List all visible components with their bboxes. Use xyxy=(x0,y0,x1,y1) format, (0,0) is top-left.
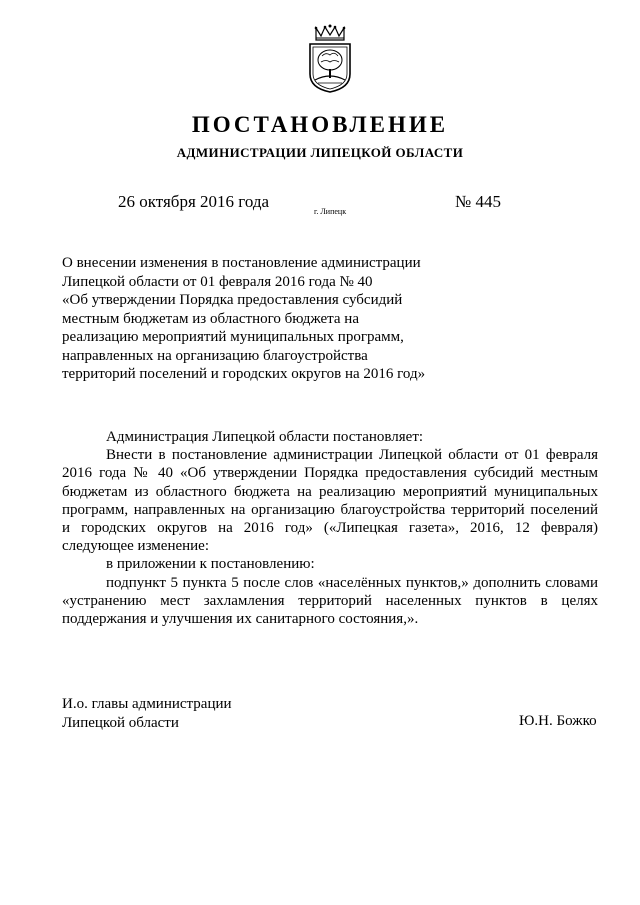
lipetsk-coat-of-arms-icon xyxy=(304,24,356,94)
issuing-authority: АДМИНИСТРАЦИИ ЛИПЕЦКОЙ ОБЛАСТИ xyxy=(176,145,464,160)
subject-line: О внесении изменения в постановление администрации xyxy=(62,255,421,271)
body-paragraph: Внести в постановление администрации Липецкой области от 01 февраля 2016 года № 40 «Об утверждении Порядка предоставления субсидий местным бюджетам из областного бюджета на реализацию мероприятий муниципальных программ, направленных на организацию благоустройства территорий поселений и городских округов на 2016 год» («Липецкая газета», 2016, 12 февраля) следующее изменение: xyxy=(62,447,598,555)
document-place: г. Липецк xyxy=(314,207,347,216)
subject-line: «Об утверждении Порядка предоставления субсидий xyxy=(62,292,403,308)
body-paragraph: в приложении к постановлению: xyxy=(106,556,315,573)
signatory-position-line: И.о. главы администрации xyxy=(62,696,232,712)
signatory-position xyxy=(62,695,232,732)
document-subject xyxy=(62,254,492,384)
subject-line: территорий поселений и городских округов на 2016 год» xyxy=(62,366,426,382)
subject-line: местным бюджетам из областного бюджета на xyxy=(62,310,359,327)
document-date: 26 октября 2016 года xyxy=(118,192,270,211)
subject-line: реализацию мероприятий муниципальных программ, xyxy=(62,329,404,345)
signatory-position-line: Липецкой области xyxy=(62,714,179,731)
subject-line: Липецкой области от 01 февраля 2016 года № 40 xyxy=(62,273,373,290)
signatory-name: Ю.Н. Божко xyxy=(519,713,597,729)
subject-line: направленных на организацию благоустройства xyxy=(62,347,368,364)
body-paragraph: подпункт 5 пункта 5 после слов «населённых пунктов,» дополнить словами «устранению мест захламления территорий населенных пунктов в целях поддержания и улучшения их санитарного состояния,». xyxy=(62,574,598,628)
body-paragraph: Администрация Липецкой области постановляет: xyxy=(106,429,424,445)
document-body xyxy=(62,428,598,628)
document-number: № 445 xyxy=(455,192,501,211)
document-title: ПОСТАНОВЛЕНИЕ xyxy=(191,112,449,137)
